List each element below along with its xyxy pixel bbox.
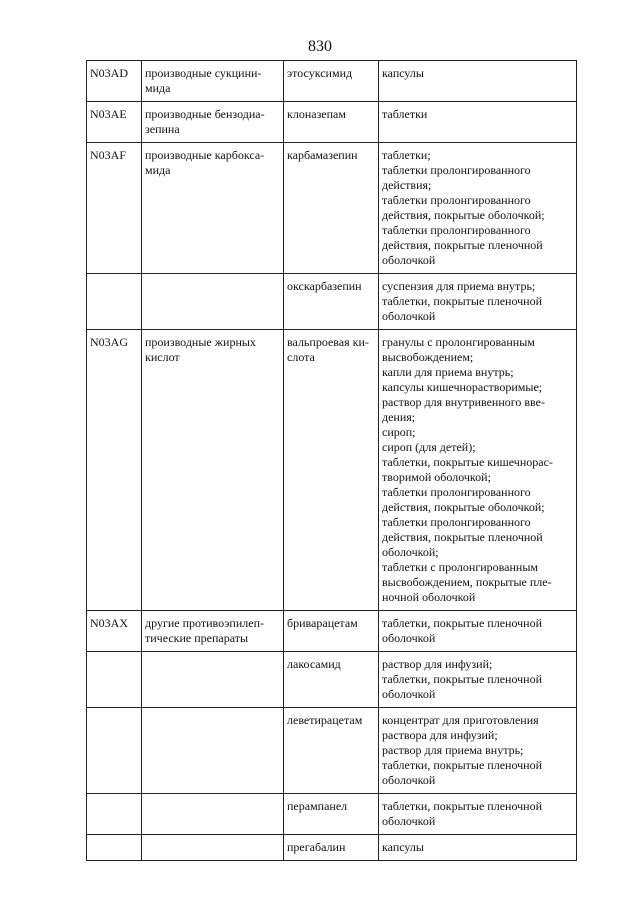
- page-number: 830: [308, 38, 332, 55]
- atc-code-cell: N03AE: [87, 102, 142, 143]
- drug-group-cell: производные карбокса- мида: [142, 143, 284, 274]
- drug-group-cell: [142, 708, 284, 794]
- drug-name-cell: бриварацетам: [284, 611, 379, 652]
- drug-name-cell: перампанел: [284, 794, 379, 835]
- drug-group-cell: другие противоэпилеп- тические препараты: [142, 611, 284, 652]
- drug-name-cell: окскарбазепин: [284, 274, 379, 330]
- drug-group-cell: [142, 274, 284, 330]
- dosage-form-cell: капсулы: [379, 61, 577, 102]
- drug-table: [86, 60, 577, 861]
- dosage-form-cell: капсулы: [379, 835, 577, 861]
- atc-code-cell: N03AD: [87, 61, 142, 102]
- drug-group-cell: производные сукцини- мида: [142, 61, 284, 102]
- drug-group-cell: [142, 835, 284, 861]
- drug-name-cell: лакосамид: [284, 652, 379, 708]
- table-row: [87, 708, 577, 794]
- drug-name-cell: прегабалин: [284, 835, 379, 861]
- drug-name-cell: этосуксимид: [284, 61, 379, 102]
- dosage-form-cell: суспензия для приема внутрь; таблетки, покрытые пленочной оболочкой: [379, 274, 577, 330]
- drug-group-cell: [142, 652, 284, 708]
- drug-name-cell: вальпроевая ки- слота: [284, 330, 379, 611]
- drug-group-cell: производные жирных кислот: [142, 330, 284, 611]
- table-row: [87, 330, 577, 611]
- drug-name-cell: карбамазепин: [284, 143, 379, 274]
- table-row: [87, 61, 577, 102]
- atc-code-cell: N03AX: [87, 611, 142, 652]
- atc-code-cell: [87, 274, 142, 330]
- dosage-form-cell: раствор для инфузий; таблетки, покрытые пленочной оболочкой: [379, 652, 577, 708]
- atc-code-cell: [87, 708, 142, 794]
- drug-table-body: [87, 61, 577, 861]
- dosage-form-cell: гранулы с пролонгированным высвобождением; капли для приема внутрь; капсулы кишечнорастворимые; раствор для внутривенного вве- дения; сироп; сироп (для детей); таблетки, покрытые кишечнорас- творимой оболочкой; таблетки пролонгированного действия, покрытые оболочкой; таблетки пролонгированного действия, покрытые пленочной оболочкой; таблетки с пролонгированным высвобождением, покрытые пле- ночной оболочкой: [379, 330, 577, 611]
- drug-group-cell: [142, 794, 284, 835]
- table-row: [87, 652, 577, 708]
- table-row: [87, 274, 577, 330]
- table-row: [87, 835, 577, 861]
- table-row: [87, 102, 577, 143]
- dosage-form-cell: таблетки; таблетки пролонгированного действия; таблетки пролонгированного действия, покрытые оболочкой; таблетки пролонгированного действия, покрытые пленочной оболочкой: [379, 143, 577, 274]
- drug-name-cell: леветирацетам: [284, 708, 379, 794]
- atc-code-cell: N03AF: [87, 143, 142, 274]
- table-row: [87, 611, 577, 652]
- drug-group-cell: производные бензодиа- зепина: [142, 102, 284, 143]
- dosage-form-cell: таблетки, покрытые пленочной оболочкой: [379, 794, 577, 835]
- atc-code-cell: [87, 652, 142, 708]
- drug-name-cell: клоназепам: [284, 102, 379, 143]
- atc-code-cell: [87, 794, 142, 835]
- atc-code-cell: N03AG: [87, 330, 142, 611]
- atc-code-cell: [87, 835, 142, 861]
- dosage-form-cell: концентрат для приготовления раствора для инфузий; раствор для приема внутрь; таблетки, покрытые пленочной оболочкой: [379, 708, 577, 794]
- dosage-form-cell: таблетки, покрытые пленочной оболочкой: [379, 611, 577, 652]
- table-row: [87, 143, 577, 274]
- dosage-form-cell: таблетки: [379, 102, 577, 143]
- table-row: [87, 794, 577, 835]
